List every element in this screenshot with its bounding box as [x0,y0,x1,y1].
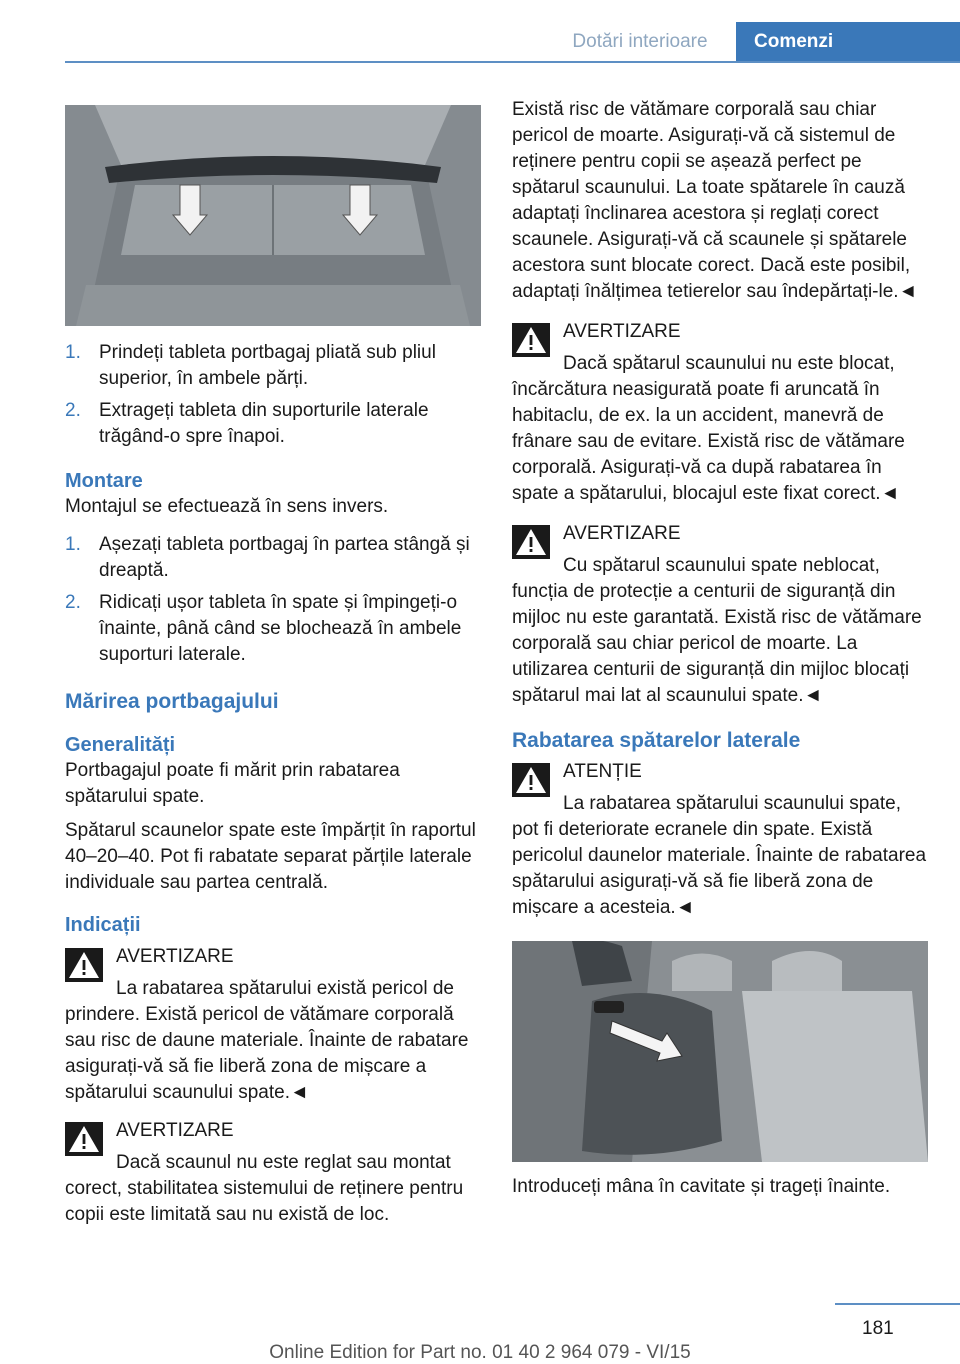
warning-title: AVERTIZARE [563,321,681,342]
edition-label: Online Edition for Part no. 01 40 2 964 079 - VI/15 [269,1342,691,1363]
warning-first-line: Dacă scaunul nu este reglat sau montat [116,1152,451,1173]
warning-text: încărcătura neasigurată poate fi aruncată în habitaclu, de ex. la un accident, manevră de frânare sau de evitare. Există risc de vătămare corporală. Asigurați-vă ca după rabatarea în spate a spătarului, blocajul este fixat corect.◄ [512,379,905,504]
header-rule [65,61,960,63]
warning-triangle-icon [65,948,103,982]
generalitati-paragraph-2: Spătarul scaunelor spate este împărțit în raportul 40–20–40. Pot fi rabatate separat părțile laterale individuale sau partea centrală. [65,820,476,893]
indicatii-heading: Indicații [65,914,141,936]
marire-heading: Mărirea portbagajului [65,690,279,713]
caution-block [512,759,928,921]
list-item [65,532,481,584]
list-item [65,398,481,450]
rear-seat-image [512,941,928,1162]
warning-block [512,319,928,507]
tab-comenzi[interactable]: Comenzi [736,22,960,62]
step-text: Ridicați ușor tableta în spate și împingeți-o înainte, până când se blochează în ambele suporturi laterale. [99,592,462,665]
mounting-steps [65,532,481,668]
image-caption: Introduceți mâna în cavitate și trageți înainte. [512,1176,891,1197]
warning-title: AVERTIZARE [563,523,681,544]
step-number: 2. [65,592,81,613]
warning-text: corect, stabilitatea sistemului de reținere pentru copii este limitată sau nu există de loc. [65,1178,464,1225]
montare-text: Montajul se efectuează în sens invers. [65,496,389,517]
list-item [65,340,481,392]
warning-title: AVERTIZARE [116,946,234,967]
warning-triangle-icon [512,763,550,797]
page-number: 181 [862,1318,894,1339]
warning-text: funcția de protecție a centurii de siguranță din mijloc nu este garantată. Există risc de vătămare corporală sau chiar pericol de moarte. La utilizarea centurii de siguranță din mijloc blocați spătarul mai lat al scaunului spate.◄ [512,581,922,706]
generalitati-paragraph-1: Portbagajul poate fi mărit prin rabatarea spătarului spate. [65,760,400,807]
caution-first-line: La rabatarea spătarului scaunului spate, [563,793,902,814]
caution-title: ATENȚIE [563,761,642,782]
montare-heading: Montare [65,470,143,492]
page-header [0,0,960,62]
warning-first-line: Cu spătarul scaunului spate neblocat, [563,555,880,576]
step-number: 1. [65,342,81,363]
step-number: 2. [65,400,81,421]
tab-dotari-interioare[interactable]: Dotări interioare [572,31,708,52]
warning-triangle-icon [512,323,550,357]
left-column [65,105,481,1228]
list-item [65,590,481,668]
right-column [512,97,928,1200]
step-text: Extrageți tableta din suporturile laterale trăgând-o spre înapoi. [99,400,429,447]
warning-triangle-icon [512,525,550,559]
warning-first-line: Dacă spătarul scaunului nu este blocat, [563,353,895,374]
warning-triangle-icon [65,1122,103,1156]
step-number: 1. [65,534,81,555]
warning-block [65,1118,481,1228]
step-text: Așezați tableta portbagaj în partea stângă și dreaptă. [99,534,470,581]
rabatarea-heading: Rabatarea spătarelor laterale [512,729,801,752]
warning-first-line: La rabatarea spătarului există pericol de [116,978,454,999]
generalitati-heading: Generalități [65,734,176,756]
continued-warning-text: Există risc de vătămare corporală sau chiar pericol de moarte. Asigurați-vă că sistemul de reținere pentru copii se așează perfect pe spătarul scaunului. La toate spătarele în cauză adaptați înclinarea acestora și reglați corect scaunele. Asigurați-vă că scaunele și spătarele acestora sunt blocate corect. Dacă este posibil, adaptați înălțimea tetierelor sau îndepărtați-le.◄ [512,99,918,302]
warning-block [512,521,928,709]
trunk-cover-illustration [65,105,481,326]
warning-text: prindere. Există pericol de vătămare corporală sau risc de daune materiale. Înainte de rabatare asigurați-vă să fie liberă zona de mișcare a spătarului scaunului spate.◄ [65,1004,469,1103]
caution-text: pot fi deteriorate ecranele din spate. Există pericolul daunelor materiale. Înainte de rabatarea spătarului asigurați-vă să fie liberă zona de mișcare a acesteia.◄ [512,819,927,918]
footer-rule [835,1303,960,1305]
removal-steps [65,340,481,450]
step-text: Prindeți tableta portbagaj pliată sub pliul superior, în ambele părți. [99,342,436,389]
warning-title: AVERTIZARE [116,1120,234,1141]
trunk-cover-image [65,105,481,326]
rear-seat-illustration [512,941,928,1162]
warning-block [65,944,481,1106]
